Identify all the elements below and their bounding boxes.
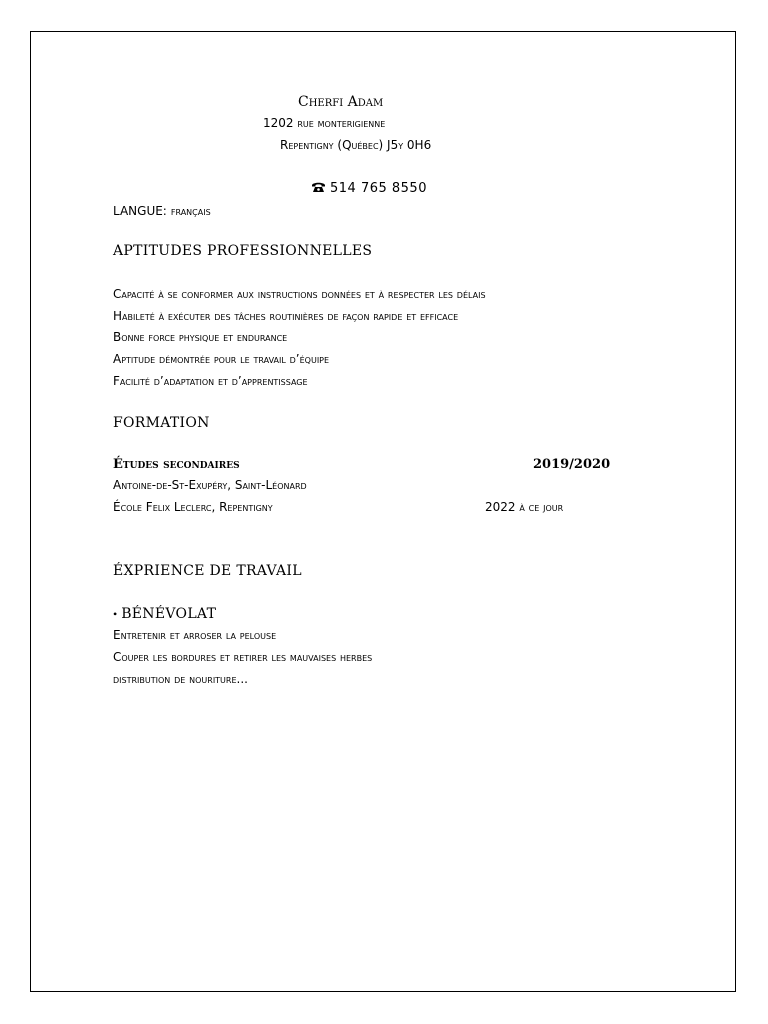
candidate-name: Cherfi Adam	[298, 94, 384, 110]
aptitude-item: Facilité d’adaptation et d’apprentissage	[113, 374, 308, 388]
bullet-icon: •	[113, 607, 118, 621]
formation-subtitle: Études secondaires	[113, 457, 240, 472]
phone-row	[311, 179, 427, 197]
telephone-icon	[311, 181, 326, 193]
aptitude-item: Habileté à exécuter des tâches routinières de façon rapide et efficace	[113, 309, 459, 323]
formation-subtitle-year: 2019/2020	[533, 457, 611, 472]
experience-item: Entretenir et arroser la pelouse	[113, 628, 277, 642]
school-2-year: 2022 à ce jour	[485, 500, 564, 514]
experience-role-row	[113, 605, 216, 623]
school-1: Antoine-de-St-Exupéry, Saint-Léonard	[113, 478, 307, 492]
language-row	[113, 202, 211, 220]
address-line-1: 1202 rue monterigienne	[263, 116, 386, 130]
school-2: École Felix Leclerc, Repentigny	[113, 500, 273, 514]
aptitude-item: Aptitude démontrée pour le travail d’équipe	[113, 352, 330, 366]
section-title-formation: FORMATION	[113, 415, 210, 431]
experience-item: Couper les bordures et retirer les mauvaises herbes	[113, 650, 373, 664]
experience-item: distribution de nouriture...	[113, 672, 248, 686]
experience-role: BÉNÉVOLAT	[121, 606, 217, 622]
aptitude-item: Capacité à se conformer aux instructions données et à respecter les délais	[113, 287, 486, 301]
language-value: français	[170, 204, 211, 218]
section-title-aptitudes: APTITUDES PROFESSIONNELLES	[113, 243, 373, 259]
address-line-2: Repentigny (Québec) J5y 0H6	[280, 138, 432, 152]
aptitude-item: Bonne force physique et endurance	[113, 330, 288, 344]
language-label: LANGUE:	[113, 204, 167, 218]
section-title-experience: ÉXPRIENCE DE TRAVAIL	[113, 563, 302, 579]
phone-number: 514 765 8550	[330, 181, 427, 196]
